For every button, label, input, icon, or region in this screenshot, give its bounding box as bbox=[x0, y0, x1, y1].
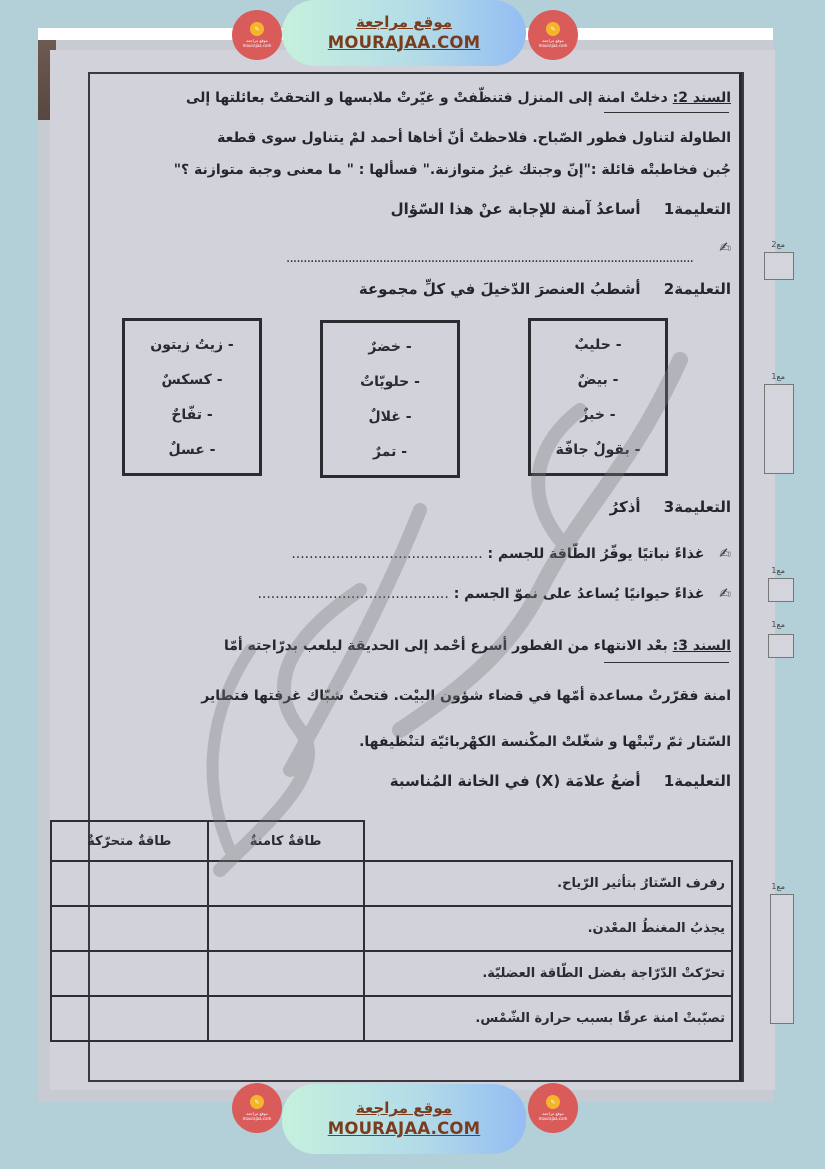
sanad2-text: دخلتْ امنة إلى المنزل فتنظّفتْ و غيّرتْ ملابسها و التحقتْ بعائلتها إلى bbox=[185, 90, 668, 106]
brand-badge bbox=[528, 1083, 578, 1133]
site-name-en: MOURAJAA.COM bbox=[327, 1119, 481, 1138]
instruction4 bbox=[390, 772, 731, 790]
brand-banner-top[interactable] bbox=[282, 0, 526, 66]
dots: ...................................................................................................................... bbox=[285, 250, 693, 266]
answer-dots[interactable]: ........................................... bbox=[257, 586, 449, 602]
group-box bbox=[320, 320, 460, 478]
group-box bbox=[528, 318, 668, 476]
recall-prompt: غذاءً حيوانيًا يُساعدُ على نموّ الجسم : bbox=[453, 586, 705, 602]
site-name-ar: موقع مراجعة bbox=[355, 1099, 453, 1117]
recall-prompt: غذاءً نباتيًا يوفّرُ الطّاقة للجسم : bbox=[487, 546, 705, 562]
badge-text: موقع مراجعة mourajaa.com bbox=[538, 1111, 568, 1121]
group-item[interactable]: - تفّاحٌ bbox=[171, 406, 213, 423]
brand-badge bbox=[232, 10, 282, 60]
instruction3 bbox=[610, 498, 731, 516]
answer-line[interactable] bbox=[709, 240, 731, 256]
sanad3-line: امنة فقرّرتْ مساعدة أمّها في قضاء شؤون البيْت. فتحتْ شبّاك غرفتها فتطاير bbox=[201, 688, 731, 704]
instruction-tag: التعليمة1 bbox=[663, 200, 731, 218]
exam-content bbox=[50, 50, 775, 1090]
pen-icon: ✍ bbox=[719, 546, 731, 562]
instruction-text: أشطبُ العنصرَ الدّخيلَ في كلِّ مجموعة bbox=[358, 280, 641, 298]
sanad2-line bbox=[186, 90, 731, 106]
recall-item bbox=[291, 546, 731, 562]
book-logo-icon: ✎ bbox=[546, 22, 560, 36]
badge-text: موقع مراجعة mourajaa.com bbox=[242, 38, 272, 48]
instruction1 bbox=[391, 200, 731, 218]
kinetic-cell[interactable] bbox=[51, 906, 208, 951]
score-label: مع1 bbox=[771, 566, 785, 575]
table-statement: تحرّكتْ الدّرّاجة بفضل الطّاقة العضليّة. bbox=[364, 951, 732, 996]
kinetic-cell[interactable] bbox=[51, 996, 208, 1041]
sanad2-line: الطاولة لتناول فطور الصّباح. فلاحظتْ أنّ أخاها أحمد لمْ يتناول سوى قطعة bbox=[217, 130, 731, 146]
site-name-en: MOURAJAA.COM bbox=[327, 33, 481, 52]
exam-photo bbox=[38, 40, 785, 1102]
kinetic-cell[interactable] bbox=[51, 951, 208, 996]
sanad3-text: بعْد الانتهاء من الفطور أسرع أحْمد إلى الحديقة ليلعب بدرّاجته أمّا bbox=[223, 638, 668, 654]
pen-icon: ✍ bbox=[719, 240, 731, 256]
underline bbox=[604, 112, 729, 113]
sanad3-line: السّتار ثمّ رتّبتْها و شغّلتْ المكْنسة الكهْربائيّة لتنْظيفها. bbox=[359, 734, 731, 750]
group-item[interactable]: - كسكسٌ bbox=[161, 371, 223, 388]
group-item[interactable]: - خبزٌ bbox=[580, 406, 616, 423]
group-box bbox=[122, 318, 262, 476]
score-label: مع1 bbox=[771, 372, 785, 381]
instruction-text: أضعُ علامَة (X) في الخانة المُناسبة bbox=[389, 772, 641, 790]
book-logo-icon: ✎ bbox=[250, 1095, 264, 1109]
table-header-row bbox=[51, 821, 732, 861]
answer-dots[interactable] bbox=[286, 250, 693, 266]
instruction2 bbox=[359, 280, 731, 298]
book-logo-icon: ✎ bbox=[250, 22, 264, 36]
instruction-tag: التعليمة3 bbox=[663, 498, 731, 516]
group-item[interactable]: - حليبٌ bbox=[574, 336, 622, 353]
score-label: مع1 bbox=[771, 882, 785, 891]
instruction-tag: التعليمة1 bbox=[663, 772, 731, 790]
sanad3-label: السند 3: bbox=[672, 638, 731, 654]
table-statement: تصبّبتْ امنة عرقًا بسبب حرارة الشّمْس. bbox=[364, 996, 732, 1041]
table-row bbox=[51, 951, 732, 996]
instruction-tag: التعليمة2 bbox=[663, 280, 731, 298]
recall-item bbox=[257, 586, 731, 602]
sanad3-line bbox=[224, 638, 731, 654]
group-item[interactable]: - تمرٌ bbox=[372, 443, 408, 460]
instruction-text: أذكرُ bbox=[609, 498, 641, 516]
kinetic-cell[interactable] bbox=[51, 861, 208, 906]
table-header-kinetic: طاقةٌ متحرّكةٌ bbox=[51, 821, 208, 861]
potential-cell[interactable] bbox=[208, 996, 364, 1041]
pen-icon: ✍ bbox=[719, 586, 731, 602]
badge-text: موقع مراجعة mourajaa.com bbox=[538, 38, 568, 48]
potential-cell[interactable] bbox=[208, 951, 364, 996]
group-item[interactable]: - عسلٌ bbox=[168, 441, 216, 458]
group-item[interactable]: - خضرٌ bbox=[368, 338, 412, 355]
table-row bbox=[51, 996, 732, 1041]
potential-cell[interactable] bbox=[208, 906, 364, 951]
site-name-ar: موقع مراجعة bbox=[355, 13, 453, 31]
book-logo-icon: ✎ bbox=[546, 1095, 560, 1109]
brand-badge bbox=[232, 1083, 282, 1133]
sanad2-line: جُبن فخاطبتْه قائلة :"إنّ وجبتك غيرُ متوازنة." فسألها : " ما معنى وجبة متوازنة ؟" bbox=[173, 162, 731, 178]
exam-paper bbox=[50, 50, 785, 1090]
sanad2-label: السند 2: bbox=[672, 90, 731, 106]
energy-table bbox=[50, 820, 733, 1042]
group-item[interactable]: - زيتُ زيتون bbox=[150, 336, 234, 353]
group-item[interactable]: - بقولٌ جافّة bbox=[555, 441, 641, 458]
table-statement: رفرف السّتارُ بتأثير الرّياح. bbox=[364, 861, 732, 906]
table-header-potential: طاقةٌ كامنةٌ bbox=[208, 821, 364, 861]
underline bbox=[604, 662, 729, 663]
table-statement: يجذبُ المغنطُ المعْدن. bbox=[364, 906, 732, 951]
instruction-text: أساعدُ آمنة للإجابة عنْ هذا السّؤال bbox=[390, 200, 641, 218]
score-label: مع2 bbox=[771, 240, 785, 249]
table-row bbox=[51, 861, 732, 906]
answer-dots[interactable]: ........................................... bbox=[291, 546, 483, 562]
brand-badge bbox=[528, 10, 578, 60]
group-item[interactable]: - بيضٌ bbox=[577, 371, 619, 388]
group-item[interactable]: - غلالٌ bbox=[368, 408, 412, 425]
group-item[interactable]: - حلويّاتٌ bbox=[360, 373, 420, 390]
score-label: مع1 bbox=[771, 620, 785, 629]
badge-text: موقع مراجعة mourajaa.com bbox=[242, 1111, 272, 1121]
table-row bbox=[51, 906, 732, 951]
potential-cell[interactable] bbox=[208, 861, 364, 906]
table-header-blank bbox=[364, 821, 732, 861]
brand-banner-bottom[interactable] bbox=[282, 1084, 526, 1154]
